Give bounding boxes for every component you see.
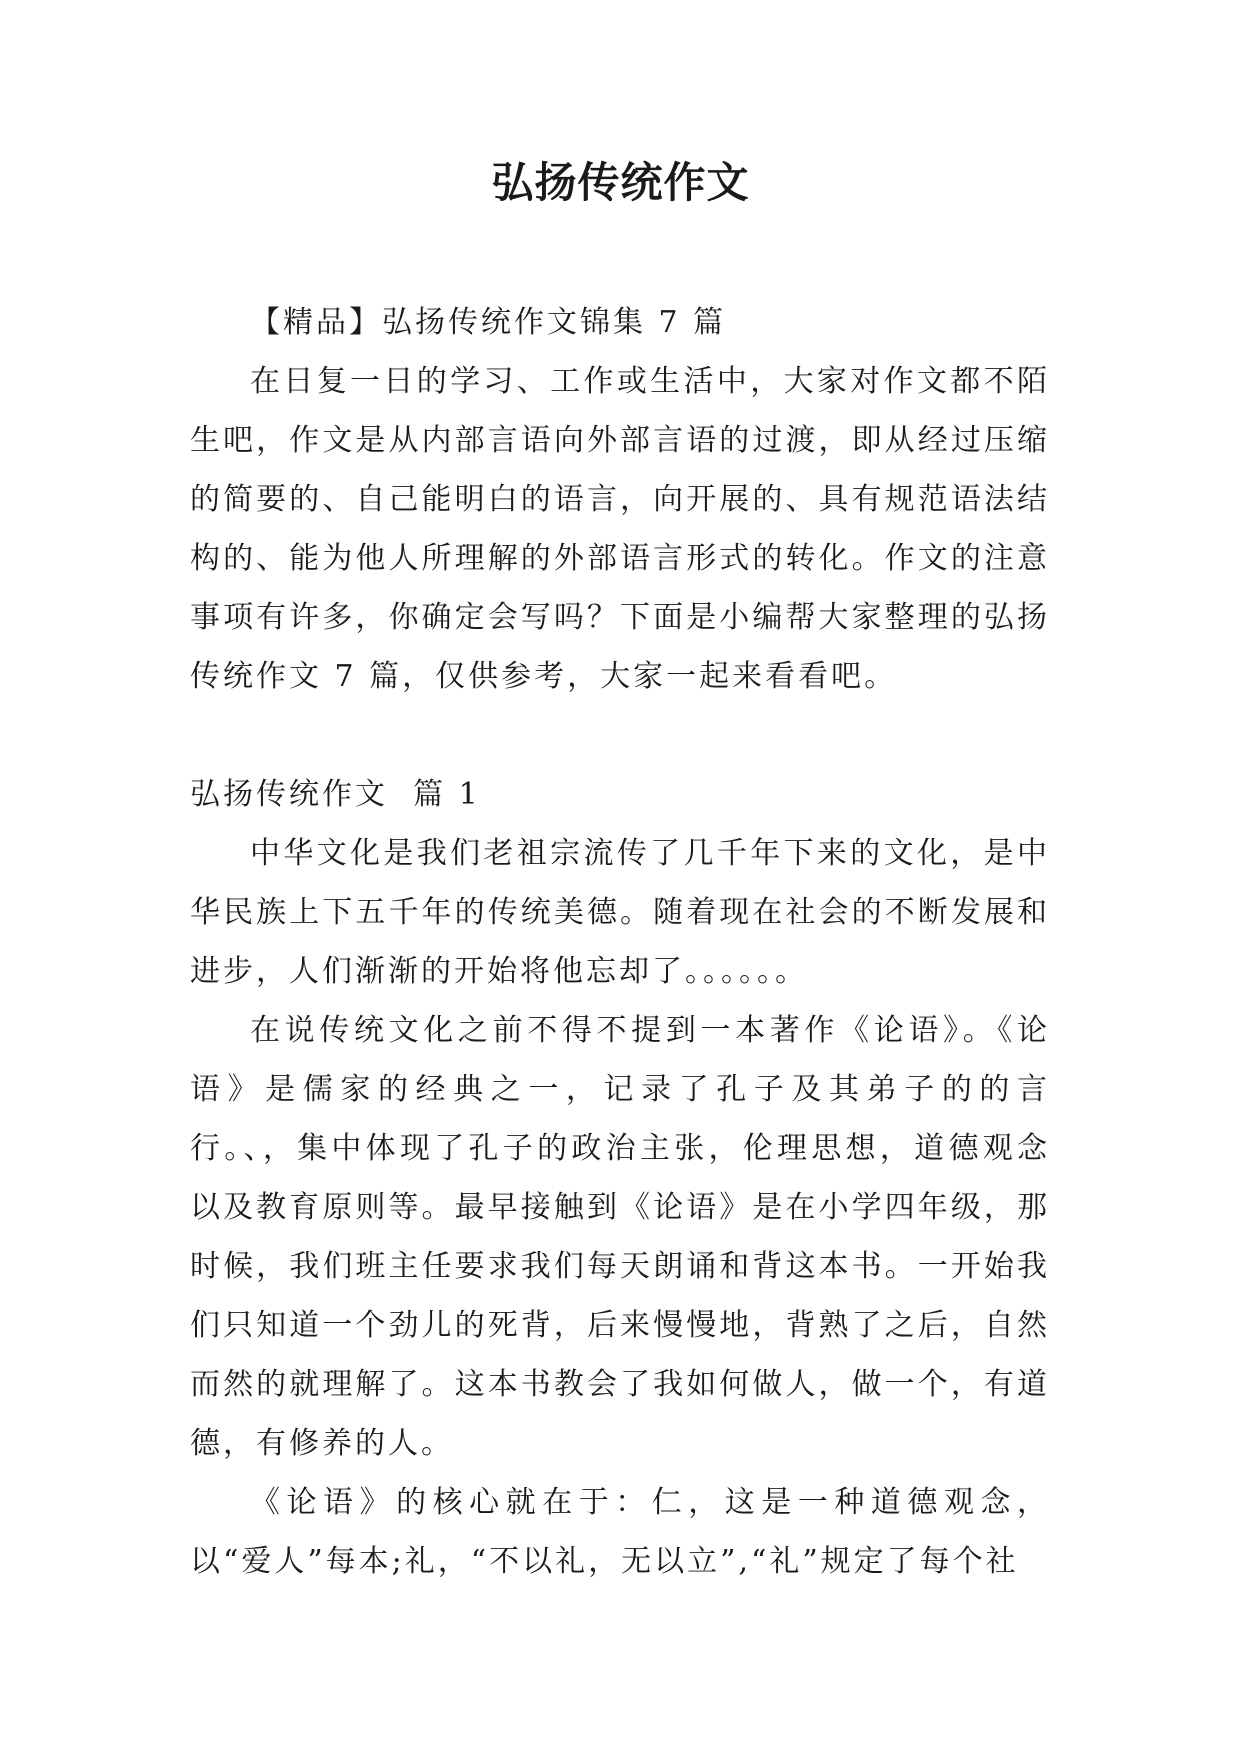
- document-body: [190, 293, 1050, 1591]
- intro-paragraph: 在日复一日的学习、工作或生活中，大家对作文都不陌生吧，作文是从内部言语向外部言语的过渡，即从经过压缩的简要的、自己能明白的语言，向开展的、具有规范语法结构的、能为他人所理解的外部语言形式的转化。作文的注意事项有许多，你确定会写吗？下面是小编帮大家整理的弘扬传统作文 7 篇，仅供参考，大家一起来看看吧。: [190, 364, 1050, 694]
- body-paragraph-3: 《论语》的核心就在于：仁，这是一种道德观念，以“爱人”每本;礼，“不以礼，无以立”,“礼”规定了每个社: [190, 1485, 1050, 1579]
- document-title: 弘扬传统作文: [491, 158, 750, 207]
- document-subtitle: 【精品】弘扬传统作文锦集 7 篇: [250, 305, 727, 340]
- body-paragraph-2: 在说传统文化之前不得不提到一本著作《论语》。《论语》是儒家的经典之一，记录了孔子及其弟子的的言行。、，集中体现了孔子的政治主张，伦理思想，道德观念以及教育原则等。最早接触到《论语》是在小学四年级，那时候，我们班主任要求我们每天朗诵和背这本书。一开始我们只知道一个劲儿的死背，后来慢慢地，背熟了之后，自然而然的就理解了。这本书教会了我如何做人，做一个，有道德，有修养的人。: [190, 1013, 1050, 1461]
- section-heading: 弘扬传统作文 篇 1: [190, 777, 481, 812]
- body-paragraph-1: 中华文化是我们老祖宗流传了几千年下来的文化，是中华民族上下五千年的传统美德。随着现在社会的不断发展和进步，人们渐渐的开始将他忘却了。。。。。。: [190, 836, 1050, 989]
